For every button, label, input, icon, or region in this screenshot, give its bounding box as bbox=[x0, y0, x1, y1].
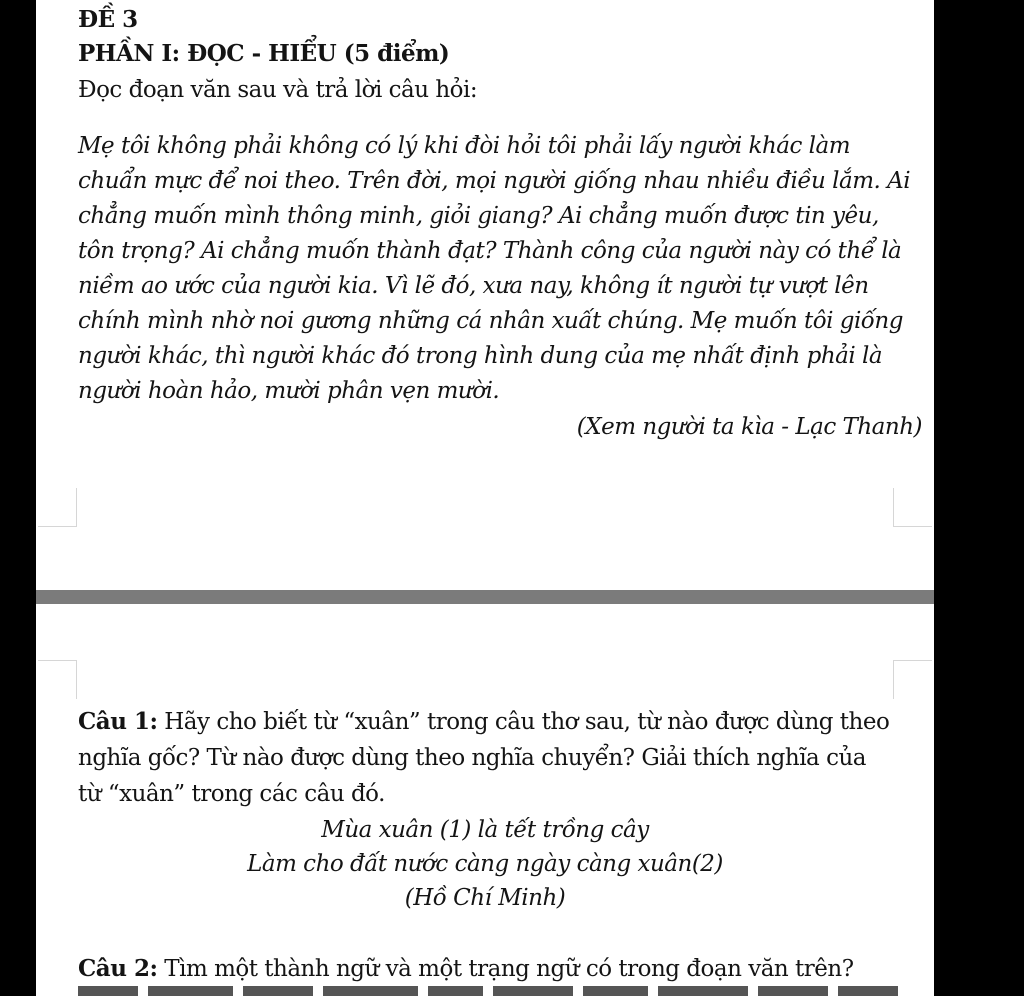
question-2-text: Tìm một thành ngữ và một trạng ngữ có trong đoạn văn trên? bbox=[157, 956, 854, 982]
margin-corner-mark bbox=[893, 488, 932, 527]
question-1-text: Hãy cho biết từ “xuân” trong câu thơ sau, từ nào được dùng theo bbox=[157, 709, 890, 735]
exam-title: ĐỀ 3 bbox=[78, 6, 138, 33]
margin-corner-mark bbox=[38, 488, 77, 527]
question-1 bbox=[78, 706, 889, 738]
question-1-line: từ “xuân” trong các câu đó. bbox=[78, 781, 385, 807]
cut-off-text-line bbox=[78, 986, 918, 996]
instruction-text: Đọc đoạn văn sau và trả lời câu hỏi: bbox=[78, 77, 478, 103]
question-2 bbox=[78, 953, 854, 985]
passage-line: người hoàn hảo, mười phân vẹn mười. bbox=[78, 378, 500, 404]
passage-line: chính mình nhờ noi gương những cá nhân xuất chúng. Mẹ muốn tôi giống bbox=[78, 308, 903, 334]
passage-source: (Xem người ta kìa - Lạc Thanh) bbox=[576, 414, 922, 440]
poem-line: Làm cho đất nước càng ngày càng xuân(2) bbox=[247, 851, 723, 877]
passage-line: tôn trọng? Ai chẳng muốn thành đạt? Thành công của người này có thể là bbox=[78, 238, 902, 264]
poem-author: (Hồ Chí Minh) bbox=[404, 885, 566, 911]
page-separator bbox=[36, 590, 934, 604]
section-title: PHẦN I: ĐỌC - HIỂU (5 điểm) bbox=[78, 40, 450, 67]
margin-corner-mark bbox=[38, 660, 77, 699]
question-2-label: Câu 2: bbox=[78, 955, 158, 982]
passage-line: người khác, thì người khác đó trong hình dung của mẹ nhất định phải là bbox=[78, 343, 883, 369]
document-page-1 bbox=[36, 0, 934, 590]
question-1-label: Câu 1: bbox=[78, 708, 158, 735]
passage-line: chuẩn mực để noi theo. Trên đời, mọi người giống nhau nhiều điều lắm. Ai bbox=[78, 168, 911, 194]
margin-corner-mark bbox=[893, 660, 932, 699]
passage-line: niềm ao ước của người kia. Vì lẽ đó, xưa nay, không ít người tự vượt lên bbox=[78, 273, 869, 299]
passage-line: Mẹ tôi không phải không có lý khi đòi hỏi tôi phải lấy người khác làm bbox=[78, 133, 851, 159]
poem-line: Mùa xuân (1) là tết trồng cây bbox=[321, 817, 649, 843]
document-page-2 bbox=[36, 604, 934, 996]
passage-line: chẳng muốn mình thông minh, giỏi giang? Ai chẳng muốn được tin yêu, bbox=[78, 203, 879, 229]
question-1-line: nghĩa gốc? Từ nào được dùng theo nghĩa chuyển? Giải thích nghĩa của bbox=[78, 745, 866, 771]
